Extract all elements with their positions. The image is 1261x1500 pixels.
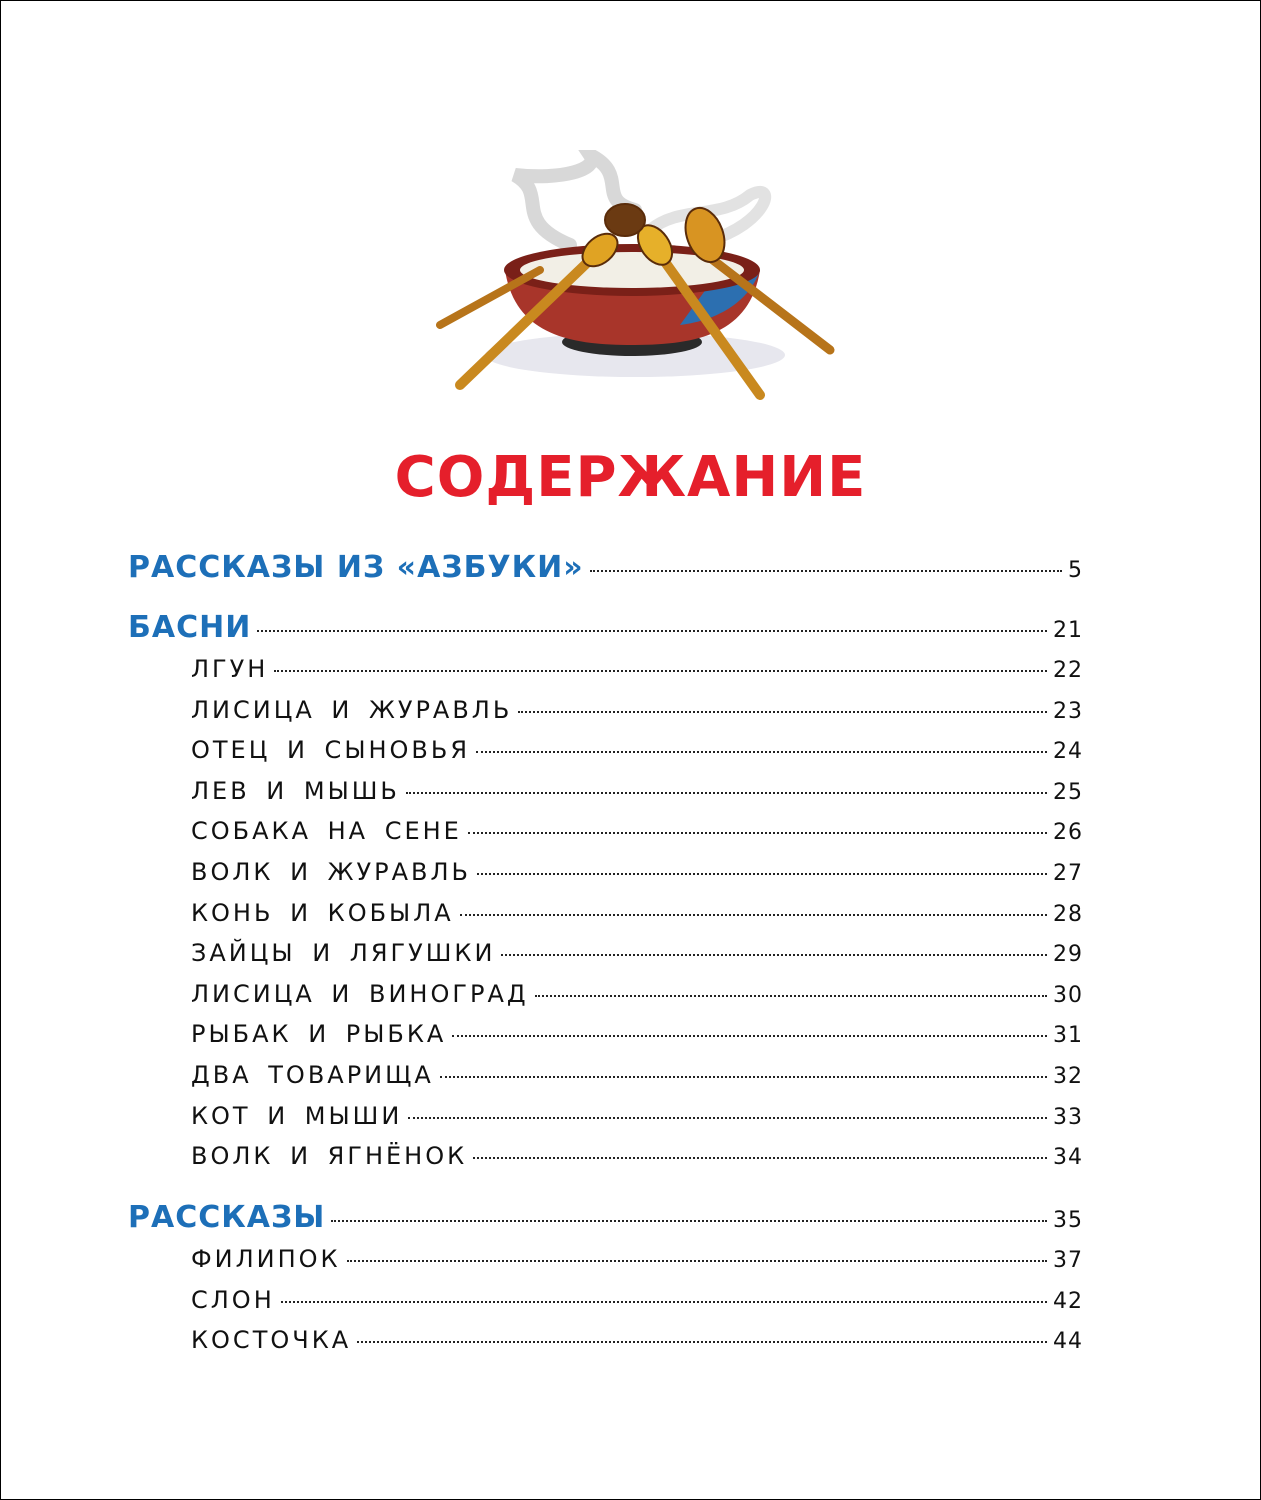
dot-leader: [477, 873, 1047, 875]
entry-title: ФИЛИПОК: [191, 1245, 341, 1273]
toc-entry[interactable]: [128, 655, 1083, 683]
dot-leader: [590, 570, 1062, 572]
toc-entry[interactable]: [128, 980, 1083, 1008]
entry-title: ОТЕЦ И СЫНОВЬЯ: [191, 736, 471, 765]
toc-entry[interactable]: [128, 1061, 1083, 1089]
page-title: СОДЕРЖАНИЕ: [394, 445, 867, 510]
dot-leader: [473, 1157, 1047, 1159]
toc-entry[interactable]: [128, 1102, 1083, 1130]
page-number: 37: [1053, 1248, 1083, 1273]
toc-section[interactable]: [128, 550, 1083, 585]
section-title: РАССКАЗЫ: [128, 1200, 326, 1235]
page-number: 33: [1053, 1104, 1083, 1130]
toc-section[interactable]: [128, 1200, 1083, 1235]
page-number: 23: [1053, 698, 1083, 724]
toc-entry[interactable]: [128, 777, 1083, 805]
dot-leader: [460, 914, 1047, 916]
page-number: 29: [1053, 942, 1083, 968]
entry-title: СОБАКА НА СЕНЕ: [191, 817, 462, 846]
entry-title: ЛЕВ И МЫШЬ: [191, 776, 400, 805]
dot-leader: [274, 670, 1047, 672]
page-number: 30: [1053, 982, 1083, 1008]
toc-entry[interactable]: [128, 1142, 1083, 1170]
entry-title: КОНЬ И КОБЫЛА: [191, 898, 454, 927]
page-number: 28: [1053, 901, 1083, 927]
toc-entry[interactable]: [128, 1286, 1083, 1314]
toc-entry[interactable]: [128, 1020, 1083, 1048]
dot-leader: [518, 711, 1047, 713]
entry-title: ДВА ТОВАРИЩА: [191, 1061, 434, 1089]
dot-leader: [257, 630, 1047, 632]
entry-title: ЛГУН: [191, 655, 269, 683]
dot-leader: [535, 995, 1047, 997]
entry-title: ВОЛК И ЯГНЁНОК: [191, 1142, 468, 1171]
dot-leader: [501, 954, 1047, 956]
dot-leader: [476, 751, 1047, 753]
page-number: 32: [1053, 1064, 1083, 1089]
page-number: 22: [1053, 658, 1083, 683]
page-number: 34: [1053, 1145, 1083, 1171]
page-number: 35: [1053, 1208, 1083, 1233]
entry-title: ЛИСИЦА И ВИНОГРАД: [191, 979, 529, 1008]
toc-entry[interactable]: [128, 899, 1083, 927]
page-number: 31: [1053, 1023, 1083, 1049]
entry-title: ВОЛК И ЖУРАВЛЬ: [191, 858, 471, 886]
page-number: 24: [1053, 739, 1083, 765]
page-number: 27: [1053, 861, 1083, 886]
entry-title: ЛИСИЦА И ЖУРАВЛЬ: [191, 695, 513, 724]
page-number: 42: [1053, 1288, 1083, 1314]
dot-leader: [281, 1301, 1047, 1303]
toc-section[interactable]: [128, 610, 1083, 645]
toc-entry[interactable]: [128, 696, 1083, 724]
section-title: РАССКАЗЫ ИЗ «АЗБУКИ»: [128, 550, 584, 585]
dot-leader: [406, 792, 1047, 794]
page-number: 25: [1053, 779, 1083, 805]
table-of-contents: [128, 0, 1083, 1500]
page-number: 5: [1068, 558, 1083, 583]
dot-leader: [347, 1260, 1047, 1262]
entry-title: КОСТОЧКА: [191, 1326, 352, 1355]
dot-leader: [468, 832, 1047, 834]
page-number: 21: [1053, 618, 1083, 643]
page-number: 44: [1053, 1329, 1083, 1355]
toc-entry[interactable]: [128, 939, 1083, 967]
toc-entry[interactable]: [128, 858, 1083, 886]
toc-entry[interactable]: [128, 1245, 1083, 1273]
dot-leader: [440, 1076, 1047, 1078]
dot-leader: [357, 1341, 1047, 1343]
toc-entry[interactable]: [128, 736, 1083, 764]
entry-title: СЛОН: [191, 1285, 275, 1314]
toc-entry[interactable]: [128, 817, 1083, 845]
entry-title: РЫБАК И РЫБКА: [191, 1020, 447, 1049]
entry-title: КОТ И МЫШИ: [191, 1101, 403, 1130]
dot-leader: [452, 1035, 1047, 1037]
page-number: 26: [1053, 820, 1083, 846]
dot-leader: [408, 1117, 1047, 1119]
entry-title: ЗАЙЦЫ И ЛЯГУШКИ: [191, 939, 496, 968]
section-title: БАСНИ: [128, 610, 252, 645]
dot-leader: [331, 1220, 1047, 1222]
toc-entry[interactable]: [128, 1326, 1083, 1354]
